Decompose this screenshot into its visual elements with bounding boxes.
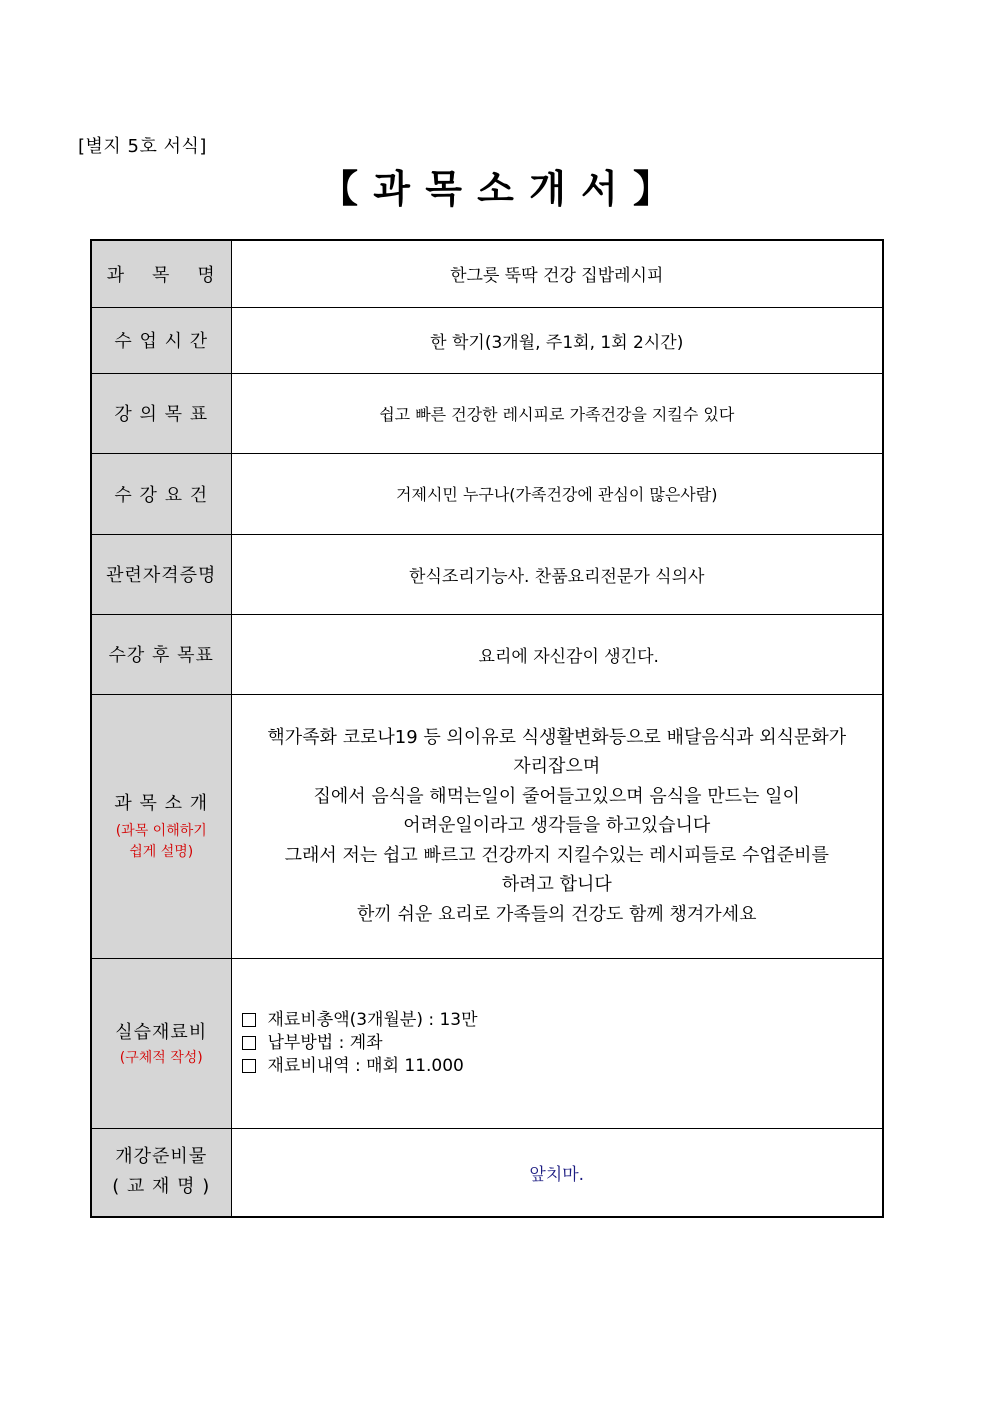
- checkbox-icon[interactable]: [242, 1059, 256, 1073]
- materials-checklist: [232, 1009, 883, 1078]
- row-introduction: [91, 694, 883, 958]
- label-certificates: 관련자격증명: [91, 534, 231, 614]
- checklist-item: 재료비내역 : 매회 11.000: [242, 1055, 883, 1078]
- row-supplies: [91, 1128, 883, 1217]
- row-class-time: [91, 307, 883, 373]
- label-lecture-goal: 강 의 목 표: [91, 373, 231, 453]
- intro-line: 자리잡으며: [513, 756, 601, 778]
- row-requirements: [91, 453, 883, 534]
- value-introduction: [231, 694, 883, 958]
- checkbox-icon[interactable]: [242, 1013, 256, 1027]
- value-materials-fee: [231, 958, 883, 1128]
- row-materials-fee: [91, 958, 883, 1128]
- course-intro-table: [90, 239, 884, 1218]
- value-requirements: 거제시민 누구나(가족건강에 관심이 많은사람): [231, 453, 883, 534]
- checklist-item: 납부방법 : 계좌: [242, 1032, 883, 1055]
- label-supplies: 개강준비물 ( 교 재 명 ): [91, 1128, 231, 1217]
- introduction-sublabel: (과목 이해하기 쉽게 설명): [115, 823, 207, 860]
- value-course-name: 한그릇 뚝딱 건강 집밥레시피: [231, 240, 883, 307]
- row-certificates: [91, 534, 883, 614]
- intro-line: 어려운일이라고 생각들을 하고있습니다: [403, 815, 711, 837]
- row-lecture-goal: [91, 373, 883, 453]
- intro-line: 그래서 저는 쉽고 빠르고 건강까지 지킬수있는 레시피들로 수업준비를: [284, 844, 829, 866]
- intro-line: 집에서 음식을 해먹는일이 줄어들고있으며 음식을 만드는 일이: [313, 785, 800, 807]
- label-class-time: 수 업 시 간: [91, 307, 231, 373]
- checkbox-icon[interactable]: [242, 1036, 256, 1050]
- value-certificates: 한식조리기능사. 찬품요리전문가 식의사: [231, 534, 883, 614]
- intro-line: 핵가족화 코로나19 등 의이유로 식생활변화등으로 배달음식과 외식문화가: [267, 726, 847, 748]
- value-lecture-goal: 쉽고 빠른 건강한 레시피로 가족건강을 지킬수 있다: [231, 373, 883, 453]
- checklist-item: 재료비총액(3개월분) : 13만: [242, 1009, 883, 1032]
- label-requirements: 수 강 요 건: [91, 453, 231, 534]
- label-course-name: 과 목 명: [91, 240, 231, 307]
- value-post-goal: 요리에 자신감이 생긴다.: [231, 614, 883, 694]
- document-title: 【 과 목 소 개 서 】: [320, 167, 672, 211]
- intro-line: 한끼 쉬운 요리로 가족들의 건강도 함께 챙겨가세요: [357, 903, 757, 925]
- label-post-goal: 수강 후 목표: [91, 614, 231, 694]
- row-post-goal: [91, 614, 883, 694]
- value-class-time: 한 학기(3개월, 주1회, 1회 2시간): [231, 307, 883, 373]
- label-introduction: 과 목 소 개 (과목 이해하기 쉽게 설명): [91, 694, 231, 958]
- value-supplies: 앞치마.: [231, 1128, 883, 1217]
- intro-line: 하려고 합니다: [501, 874, 612, 896]
- form-number: [별지 5호 서식]: [78, 136, 207, 157]
- label-materials-fee: 실습재료비 (구체적 작성): [91, 958, 231, 1128]
- row-course-name: [91, 240, 883, 307]
